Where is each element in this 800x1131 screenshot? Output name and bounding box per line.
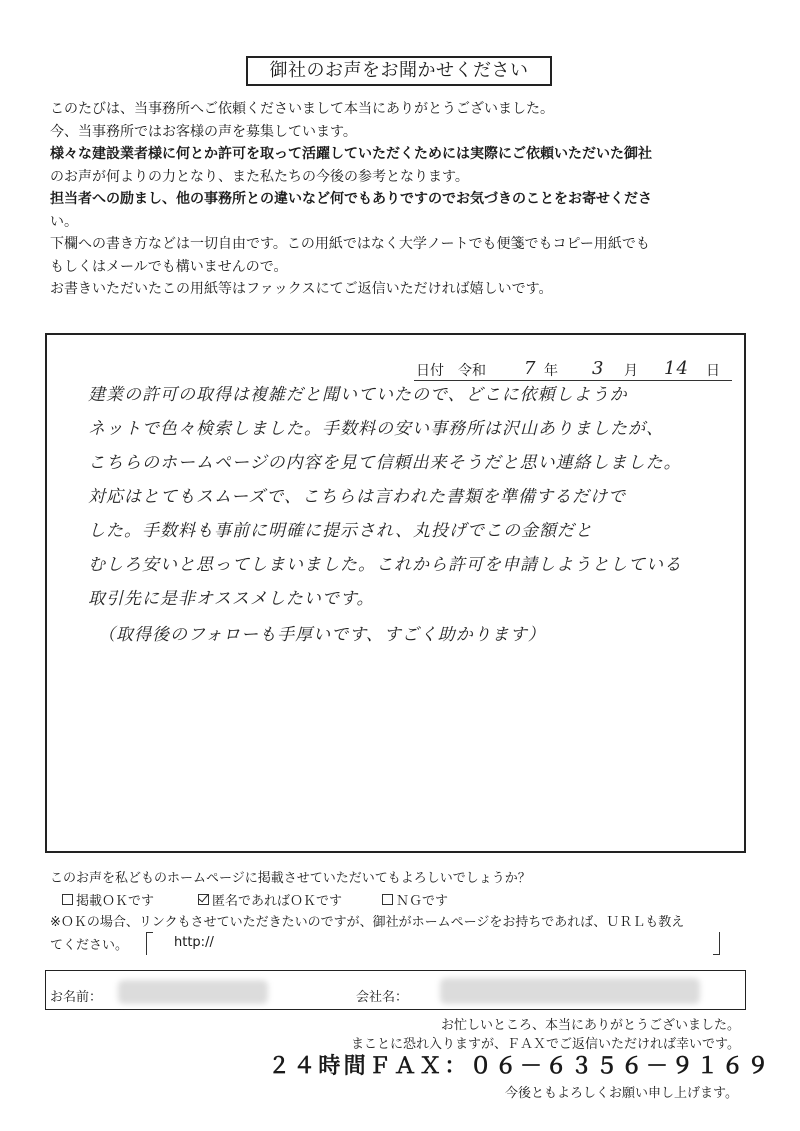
intro-text <box>50 98 760 301</box>
date-month: 3 <box>592 358 605 379</box>
intro-line: 担当者への励まし、他の事務所との違いなど何でもありですのでお気づきのことをお寄せくださ <box>50 191 652 207</box>
option-label: 掲載ＯＫです <box>76 894 155 909</box>
fax-number: ２４時間ＦＡＸ：０６－６３５６－９１６９ <box>268 1054 773 1079</box>
day-unit: 日 <box>706 363 720 379</box>
intro-line: 今、当事務所ではお客様の声を募集しています。 <box>50 123 357 140</box>
checkbox-icon[interactable] <box>382 894 393 905</box>
name-label: お名前： <box>50 990 103 1005</box>
bracket-left-icon <box>146 932 153 955</box>
checkbox-icon[interactable] <box>62 894 73 905</box>
link-note-cont: てください。 <box>50 938 129 953</box>
thanks-text: お忙しいところ、本当にありがとうございました。 <box>440 1018 740 1033</box>
handwritten-line: ネットで色々検索しました。手数料の安い事務所は沢山ありましたが、 <box>88 419 664 439</box>
era-label: 令和 <box>458 363 486 379</box>
handwritten-line: 取引先に是非オススメしたいです。 <box>88 589 375 609</box>
option-ng[interactable] <box>382 890 448 909</box>
page-title: 御社のお声をお聞かせください <box>246 56 552 86</box>
fax-request-text: まことに恐れ入りますが、ＦＡＸでご返信いただければ幸いです。 <box>351 1037 740 1052</box>
name-redacted <box>118 980 268 1004</box>
intro-line: い。 <box>50 213 78 230</box>
handwritten-line: むしろ安いと思ってしまいました。これから許可を申請しようとしている <box>88 555 682 575</box>
date-year: 7 <box>524 358 537 379</box>
company-redacted <box>440 978 700 1004</box>
link-note: ※ＯＫの場合、リンクもさせていただきたいのですが、御社がホームページをお持ちであれば、ＵＲＬも教え <box>50 915 685 930</box>
closing-text: 今後ともよろしくお願い申し上げます。 <box>505 1086 738 1101</box>
intro-line: このたびは、当事務所へご依頼くださいまして本当にありがとうございました。 <box>50 101 554 117</box>
url-value: http:// <box>174 935 214 950</box>
date-day: 14 <box>664 358 689 379</box>
intro-line: のお声が何よりの力となり、また私たちの今後の参考となります。 <box>50 168 469 185</box>
option-publish-ok[interactable] <box>62 890 154 909</box>
option-label: 匿名であればＯＫです <box>212 894 343 909</box>
handwritten-line: 対応はとてもスムーズで、こちらは言われた書類を準備するだけで <box>88 487 626 507</box>
url-field[interactable] <box>146 932 720 956</box>
company-label: 会社名： <box>356 990 409 1005</box>
option-label: ＮＧです <box>396 894 449 909</box>
date-row <box>414 358 732 381</box>
intro-line: 下欄への書き方などは一切自由です。この用紙ではなく大学ノートでも便箋でもコピー用紙でも <box>50 236 650 252</box>
consent-options <box>62 890 482 908</box>
intro-line: 様々な建設業者様に何とか許可を取って活躍していただくためには実際にご依頼いただいた御社 <box>50 146 652 162</box>
option-anonymous-ok[interactable] <box>198 890 342 909</box>
bracket-right-icon <box>713 932 720 955</box>
checked-checkbox-icon[interactable] <box>198 894 209 905</box>
month-unit: 月 <box>624 363 638 379</box>
handwritten-line: 建業の許可の取得は複雑だと聞いていたので、どこに依頼しようか <box>88 385 628 405</box>
handwritten-line: こちらのホームページの内容を見て信頼出来そうだと思い連絡しました。 <box>88 453 682 473</box>
year-unit: 年 <box>544 363 558 379</box>
handwritten-line: した。手数料も事前に明確に提示され、丸投げでこの金額だと <box>88 521 594 541</box>
date-label: 日付 <box>416 363 444 379</box>
intro-line: もしくはメールでも構いませんので。 <box>50 258 288 275</box>
consent-question: このお声を私どものホームページに掲載させていただいてもよろしいでしょうか？ <box>50 871 531 886</box>
intro-line: お書きいただいたこの用紙等はファックスにてご返信いただければ嬉しいです。 <box>50 281 553 297</box>
handwritten-line: （取得後のフォローも手厚いです、すごく助かります） <box>98 625 546 645</box>
